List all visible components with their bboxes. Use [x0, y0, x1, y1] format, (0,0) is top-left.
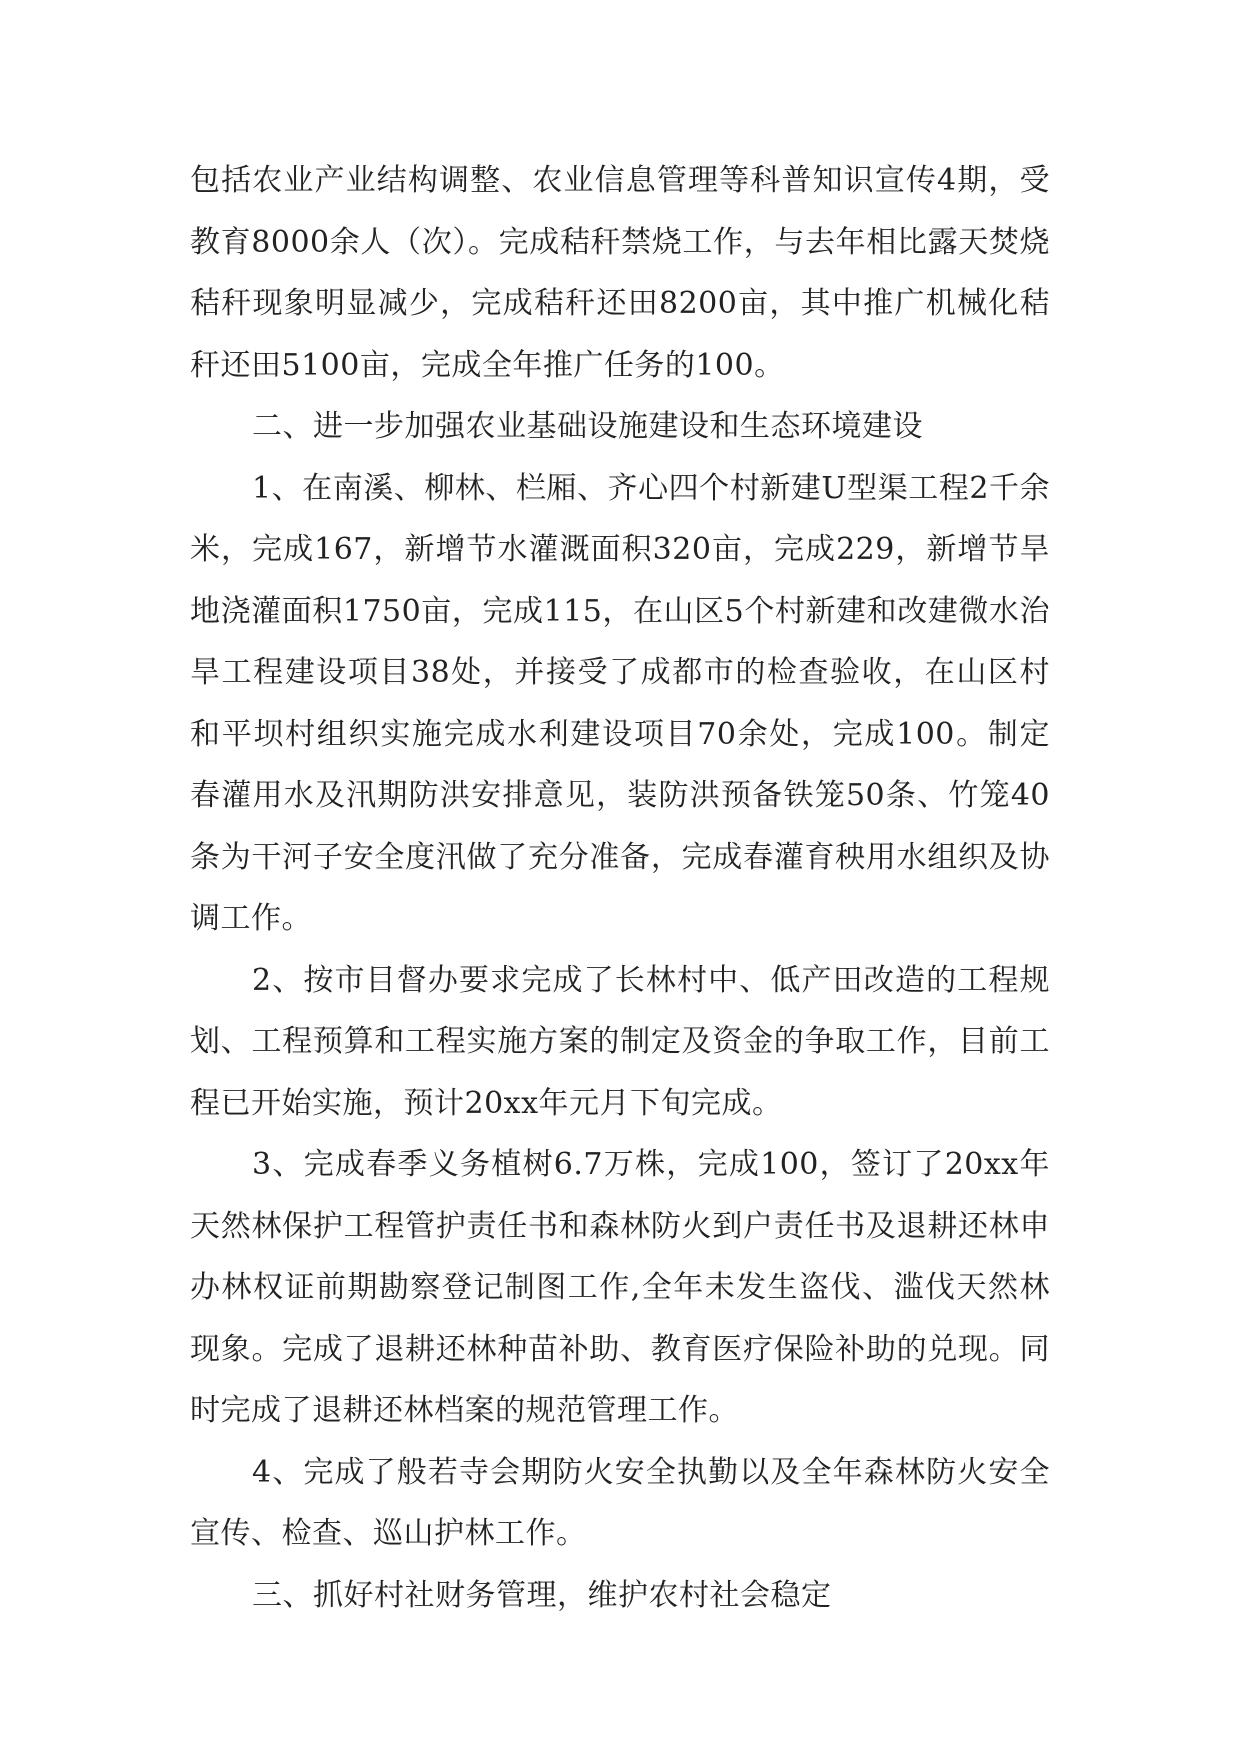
section-heading-3: 三、抓好村社财务管理，维护农村社会稳定: [252, 1577, 832, 1613]
paragraph-2-2: 2、按市目督办要求完成了长林村中、低产田改造的工程规划、工程预算和工程实施方案的制定及资金的争取工作，目前工程已开始实施，预计20xx年元月下旬完成。: [190, 962, 1050, 1121]
document-body: [190, 150, 1050, 1626]
paragraph-intro: 包括农业产业结构调整、农业信息管理等科普知识宣传4期，受教育8000余人（次）。完成秸秆禁烧工作，与去年相比露天焚烧秸秆现象明显减少，完成秸秆还田8200亩，其中推广机械化秸秆还田5100亩，完成全年推广任务的100。: [190, 163, 1050, 383]
paragraph-2-3: 3、完成春季义务植树6.7万株，完成100，签订了20xx年天然林保护工程管护责任书和森林防火到户责任书及退耕还林申办林权证前期勘察登记制图工作,全年未发生盗伐、滥伐天然林现象。完成了退耕还林种苗补助、教育医疗保险补助的兑现。同时完成了退耕还林档案的规范管理工作。: [190, 1147, 1050, 1428]
paragraph-2-1: 1、在南溪、柳林、栏厢、齐心四个村新建U型渠工程2千余米，完成167，新增节水灌溉面积320亩，完成229，新增节旱地浇灌面积1750亩，完成115，在山区5个村新建和改建微水治旱工程建设项目38处，并接受了成都市的检查验收，在山区村和平坝村组织实施完成水利建设项目70余处，完成100。制定春灌用水及汛期防洪安排意见，装防洪预备铁笼50条、竹笼40条为干河子安全度汛做了充分准备，完成春灌育秧用水组织及协调工作。: [190, 470, 1050, 936]
paragraph-2-4: 4、完成了般若寺会期防火安全执勤以及全年森林防火安全宣传、检查、巡山护林工作。: [190, 1454, 1050, 1551]
section-heading-2: 二、进一步加强农业基础设施建设和生态环境建设: [252, 409, 923, 444]
